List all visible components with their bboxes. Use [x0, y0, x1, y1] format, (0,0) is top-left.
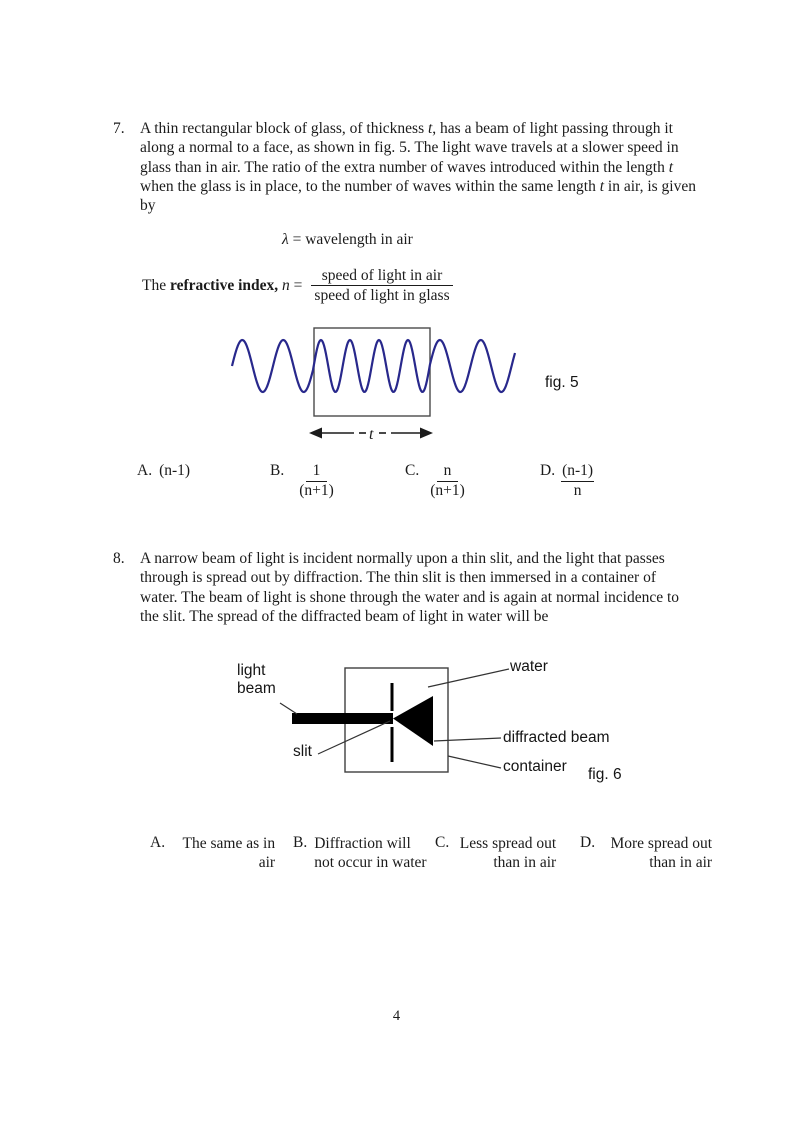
thickness-t-label: t [369, 426, 374, 443]
diffracted-beam-pointer [434, 738, 501, 741]
q7-option-b-letter: B. [270, 462, 285, 479]
q7-option-d-fraction [561, 462, 594, 500]
refractive-index-lead: The refractive index, n = [142, 276, 303, 294]
q8-option-c-line2: than in air [493, 854, 557, 871]
q8-option-a-letter: A. [150, 834, 166, 851]
q8-option-c-text [457, 834, 556, 872]
diffracted-beam-label: diffracted beam [503, 729, 610, 746]
figure-5-label: fig. 5 [545, 374, 579, 391]
refractive-index-fraction [311, 266, 452, 305]
q8-option-d-text [603, 834, 712, 872]
q7-option-a-letter: A. [137, 462, 153, 479]
q8-option-d-letter: D. [580, 834, 596, 851]
q7-option-b-numerator: 1 [306, 462, 328, 482]
q8-option-b-line1: Diffraction will [314, 835, 411, 852]
arrowhead-left [309, 428, 322, 439]
q8-option-b [293, 834, 444, 872]
q8-option-a-text [171, 834, 275, 872]
diffracted-beam-shape [393, 696, 433, 746]
q8-option-d-line2: than in air [649, 854, 713, 871]
q7-option-c-fraction [430, 462, 465, 500]
q7-option-c-letter: C. [405, 462, 420, 479]
slit-label: slit [293, 743, 312, 760]
q7-option-a-value: (n-1) [159, 462, 191, 479]
q8-option-a-line2: air [258, 854, 276, 871]
fraction-denominator: speed of light in glass [311, 285, 452, 305]
light-wave-curve [232, 340, 515, 392]
q7-option-c-denominator: (n+1) [430, 481, 465, 499]
q8-option-d-line1: More spread out [610, 835, 713, 852]
container-label: container [503, 758, 567, 775]
fraction-numerator: speed of light in air [321, 267, 443, 284]
question-8-text: A narrow beam of light is incident normally upon a thin slit, and the light that passes through is spread out by diffraction. The thin slit is then immersed in a container of water. The beam of light is shone through the water and is again at normal incidence to the slit. The spread of the diffracted beam of light in water will be [140, 550, 680, 625]
q7-option-c [405, 462, 465, 500]
q8-option-b-letter: B. [293, 834, 308, 851]
q7-option-d-denominator: n [573, 481, 582, 499]
q7-option-d-letter: D. [540, 462, 556, 479]
light-beam-label: light beam [237, 662, 276, 697]
light-beam-pointer [280, 703, 297, 714]
arrowhead-right [420, 428, 433, 439]
q8-option-c-line1: Less spread out [459, 835, 557, 852]
water-label: water [510, 658, 548, 675]
q7-option-b-fraction [299, 462, 334, 500]
question-7-text: A thin rectangular block of glass, of thickness t, has a beam of light passing through it along a normal to a face, as shown in fig. 5. The light wave travels at a slower speed in glass than in air. The ratio of the extra number of waves introduced within the length t when the glass is in place, to the number of waves within the same length t in air, is given by [140, 120, 696, 215]
lambda-definition: λ = wavelength in air [282, 231, 413, 248]
q8-option-b-text [314, 834, 444, 872]
q8-option-c [435, 834, 556, 872]
q7-option-d [540, 462, 594, 500]
refractive-index-formula [142, 266, 453, 305]
question-7-number: 7. [113, 120, 125, 137]
q7-option-c-numerator: n [437, 462, 459, 482]
container-pointer [448, 756, 501, 768]
q7-option-b [270, 462, 334, 500]
q8-option-b-line2: not occur in water [314, 854, 427, 871]
q7-option-d-numerator: (n-1) [561, 462, 594, 482]
light-beam-shape [292, 713, 393, 724]
question-8 [113, 549, 730, 626]
glass-block-outline [314, 328, 430, 416]
question-8-number: 8. [113, 550, 125, 567]
q8-option-a [150, 834, 275, 872]
q7-option-a [137, 462, 190, 481]
page-number: 4 [392, 1008, 401, 1024]
question-7 [113, 119, 730, 215]
q8-option-c-letter: C. [435, 834, 450, 851]
q8-option-a-line1: The same as in [182, 835, 276, 852]
figure-6-label: fig. 6 [588, 766, 622, 783]
slit-pointer [318, 721, 390, 754]
q7-option-b-denominator: (n+1) [299, 481, 334, 499]
water-pointer [428, 669, 509, 687]
figure-5-wave-diagram [225, 318, 545, 453]
q8-option-d [580, 834, 712, 872]
